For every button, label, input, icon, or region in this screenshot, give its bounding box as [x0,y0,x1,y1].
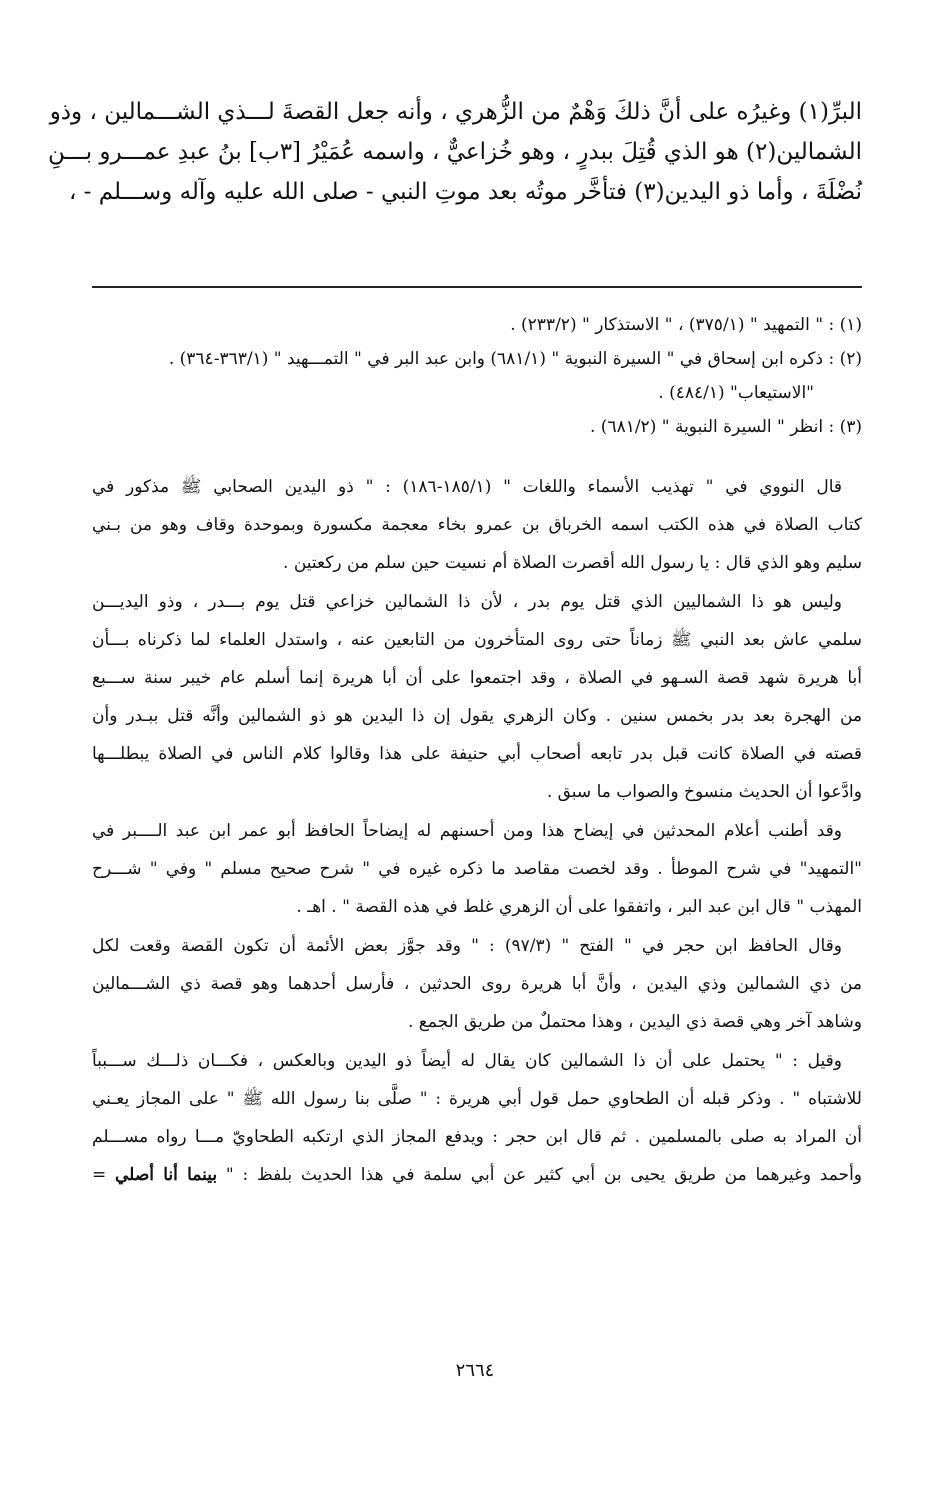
commentary-line: أبا هريرة شهد قصة السـهو في الصلاة ، وقد اجتمعوا على أن أبا هريرة إنما أسلم عام خيبر سنة ســـبع [92,668,862,688]
commentary-line: وادَّعوا أن الحديث منسوخ والصواب ما سبق . [546,782,862,802]
footnote-2: (٢) : ذكره ابن إسحاق في " السيرة النبوية " (٦٨١/١) وابن عبد البر في " التمـــهيد " (٣٦٣/١-٣٦٤) . [168,349,862,369]
commentary-paragraph-not-dhu-shimalayn [92,583,862,811]
footnote-divider [92,286,862,288]
commentary-paragraph-ibn-hajar [92,927,862,1041]
commentary-line: قال النووي في " تهذيب الأسماء واللغات " (١٨٥/١-١٨٦) : " ذو اليدين الصحابي ﷺ مذكور في [92,477,842,497]
commentary-line: قصته في الصلاة كانت قبل بدر تابعه أصحاب أبي حنيفة على هذا وقالوا كلام الناس في الصلاة يبطلـــها [92,744,862,764]
main-text-line: الشمالين(٢) هو الذي قُتِلَ ببدرٍ ، وهو خُزاعيٌّ ، واسمه عُمَيْرُ [٣ب] بنُ عبدِ عمـــرو بـــنِ [48,139,862,165]
main-text-line: نُضْلَةَ ، وأما ذو اليدين(٣) فتأخَّر موتُه بعد موتِ النبي - صلى الله عليه وآله وســـلم - ، [68,179,862,205]
continuation-marker: = [92,1165,116,1185]
commentary-line: وقال الحافظ ابن حجر في " الفتح " (٩٧/٣) : " وقد جوَّز بعض الأئمة أن تكون القصة وقعت لكل [92,936,842,956]
commentary-line: سلمي عاش بعد النبي ﷺ زماناً حتى روى المتأخرون من التابعين عنه ، واستدل العلماء لما ذكرناه بـــأن [92,630,862,650]
commentary-line: وليس هو ذا الشماليين الذي قتل يوم بدر ، لأن ذا الشمالين خزاعي قتل يوم بـــدر ، وذو اليديـــن [92,592,842,612]
commentary-final-line [92,1156,862,1194]
commentary [92,468,862,1194]
final-line-prefix: وأحمد وغيرهما من طريق يحيى بن أبي كثير عن أبي سلمة في هذا الحديث بلفظ : " [217,1165,862,1185]
main-text-line: البرِّ(١) وغيرُه على أنَّ ذلكَ وَهْمٌ من الزُّهري ، وأنه جعل القصةَ لـــذي الشـــمالين ، وذو [49,99,862,125]
commentary-paragraph-ibn-abd-al-barr [92,812,862,926]
footnote-3: (٣) : انظر " السيرة النبوية " (٦٨١/٢) . [589,417,862,437]
commentary-line: أن المراد به صلى بالمسلمين . ثم قال ابن حجر : ويدفع المجاز الذي ارتكبه الطحاويّ مـــا رواه مســـلم [92,1127,862,1147]
commentary-line: المهذب " قال ابن عبد البر ، واتفقوا على أن الزهري غلط في هذه القصة " . اهـ . [296,897,862,917]
commentary-line: من ذي الشمالين وذي اليدين ، وأنَّ أبا هريرة روى الحدثين ، فأرسل أحدهما وهو قصة ذي الشـــمالين [92,974,862,994]
commentary-paragraph-qila [92,1042,862,1194]
commentary-line: وشاهد آخر وهي قصة ذي اليدين ، وهذا محتملٌ من طريق الجمع . [407,1012,862,1032]
final-line-bold-quote: بينما أنا أصلي [115,1165,218,1185]
main-text [48,92,862,212]
commentary-line: سليم وهو الذي قال : يا رسول الله أقصرت الصلاة أم نسيت حين سلم من ركعتين . [283,553,862,573]
commentary-line: من الهجرة بعد بدر بخمس سنين . وكان الزهري يقول إن ذا اليدين هو ذو الشمالين وأنَّه قتل ببـدر وأن [92,706,862,726]
footnotes [92,308,862,444]
commentary-line: وقد أطنب أعلام المحدثين في إيضاح هذا ومن أحسنهم له إيضاحاً الحافظ أبو عمر ابن عبد الــــبر في [92,821,842,841]
footnote-2-continuation: "الاستيعاب" (٤٨٤/١) . [658,383,814,403]
page-number: ٢٦٦٤ [455,1360,495,1381]
footnote-1: (١) : " التمهيد " (٣٧٥/١) ، " الاستذكار " (٢٣٣/٢) . [510,315,862,335]
commentary-line: وقيل : " يحتمل على أن ذا الشمالين كان يقال له أيضاً ذو اليدين وبالعكس ، فكـــان ذلـــك ســـبباً [92,1051,842,1071]
commentary-paragraph-nawawi [92,468,862,582]
commentary-line: كتاب الصلاة في هذه الكتب اسمه الخرباق بن عمرو بخاء معجمة مكسورة وبموحدة وقاف وهو من بـني [92,515,862,535]
commentary-line: للاشتباه " . وذكر قبله أن الطحاوي حمل قول أبي هريرة : " صلَّى بنا رسول الله ﷺ " على المجاز يعـني [92,1089,862,1109]
commentary-line: "التمهيد" في شرح الموطأ . وقد لخصت مقاصد ما ذكره غيره في " شرح صحيح مسلم " وفي " شـــرح [92,859,862,879]
